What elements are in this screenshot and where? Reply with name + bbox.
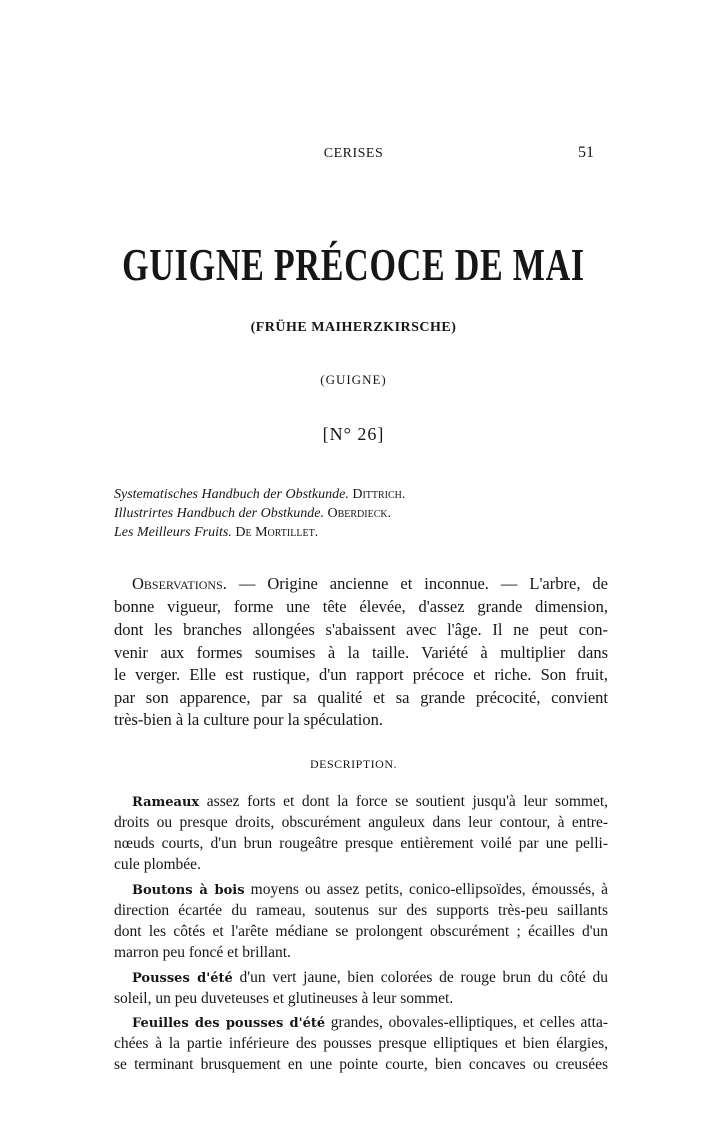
german-name: (FRÜHE MAIHERZKIRSCHE) — [250, 320, 457, 335]
text-line: soleil, un peu duveteuses et glutineuses à leur sommet. — [114, 990, 454, 1007]
text-span: moyens ou assez petits, conico-ellipsoïdes, émoussés, à — [250, 881, 608, 898]
running-head: CERISES — [323, 146, 384, 161]
text-span: assez forts et dont la force se soutient jusqu'à leur sommet, — [206, 793, 609, 810]
text-line — [132, 969, 608, 987]
reference — [114, 525, 318, 541]
term: Rameaux — [132, 795, 200, 810]
fruit-type: (GUIGNE) — [320, 372, 387, 387]
variety-number: [N° 26] — [322, 424, 385, 444]
term: Boutons à bois — [132, 883, 245, 898]
reference-author: Dittrich. — [352, 487, 406, 502]
reference — [114, 506, 391, 522]
page-number: 51 — [578, 144, 594, 161]
reference-work: Illustrirtes Handbuch der Obstkunde. — [114, 506, 324, 521]
term: Feuilles des pousses d'été — [132, 1016, 326, 1031]
text-line: par son apparence, par sa qualité et sa grande précocité, convient — [114, 688, 608, 707]
text-line: venir aux formes soumises à la taille. Variété à multiplier dans — [114, 643, 608, 662]
text-line: marron peu foncé et brillant. — [114, 944, 291, 961]
text-line: cule plombée. — [114, 856, 201, 873]
page-title: GUIGNE PRÉCOCE DE MAI — [122, 239, 585, 290]
reference-author: Oberdieck. — [327, 506, 392, 521]
reference-work: Les Meilleurs Fruits. — [114, 525, 232, 540]
text-line: le verger. Elle est rustique, d'un rapport précoce et riche. Son fruit, — [114, 665, 608, 684]
text-line: direction écartée du rameau, soutenus sur des supports très-peu saillants — [114, 902, 608, 919]
reference-work: Systematisches Handbuch der Obstkunde. — [114, 487, 349, 502]
text-span: d'un vert jaune, bien colorées de rouge brun du côté du — [239, 969, 609, 986]
reference-author: De Mortillet. — [235, 525, 319, 540]
observations-label: Observations. — [132, 574, 227, 593]
text-line: très-bien à la culture pour la spéculation. — [114, 710, 383, 729]
text-line: dont les côtés et l'arête médiane se prolongent obscurément ; écailles d'un — [114, 923, 608, 940]
text-line — [132, 1014, 608, 1032]
text-span: — Origine ancienne et inconnue. — L'arbre, de — [238, 574, 609, 593]
text-line: se terminant brusquement en une pointe courte, bien concaves ou creusées — [114, 1056, 608, 1073]
text-line — [132, 881, 608, 899]
text-line: dont les branches allongées s'abaissent avec l'âge. Il ne peut con- — [114, 620, 608, 639]
text-line — [132, 793, 608, 811]
section-heading: DESCRIPTION. — [309, 757, 397, 771]
text-line: droits ou presque droits, obscurément anguleux dans leur contour, à entre- — [114, 814, 608, 831]
text-span: grandes, obovales-elliptiques, et celles atta- — [330, 1014, 608, 1031]
text-line — [132, 574, 608, 594]
text-line: nœuds courts, d'un brun rougeâtre presque entièrement voilé par une pelli- — [114, 835, 608, 852]
text-line: chées à la partie inférieure des pousses presque elliptiques et bien élargies, — [114, 1035, 608, 1052]
term: Pousses d'été — [132, 971, 233, 986]
text-line: bonne vigueur, forme une tête élevée, d'assez grande dimension, — [114, 597, 608, 616]
reference — [114, 487, 405, 503]
